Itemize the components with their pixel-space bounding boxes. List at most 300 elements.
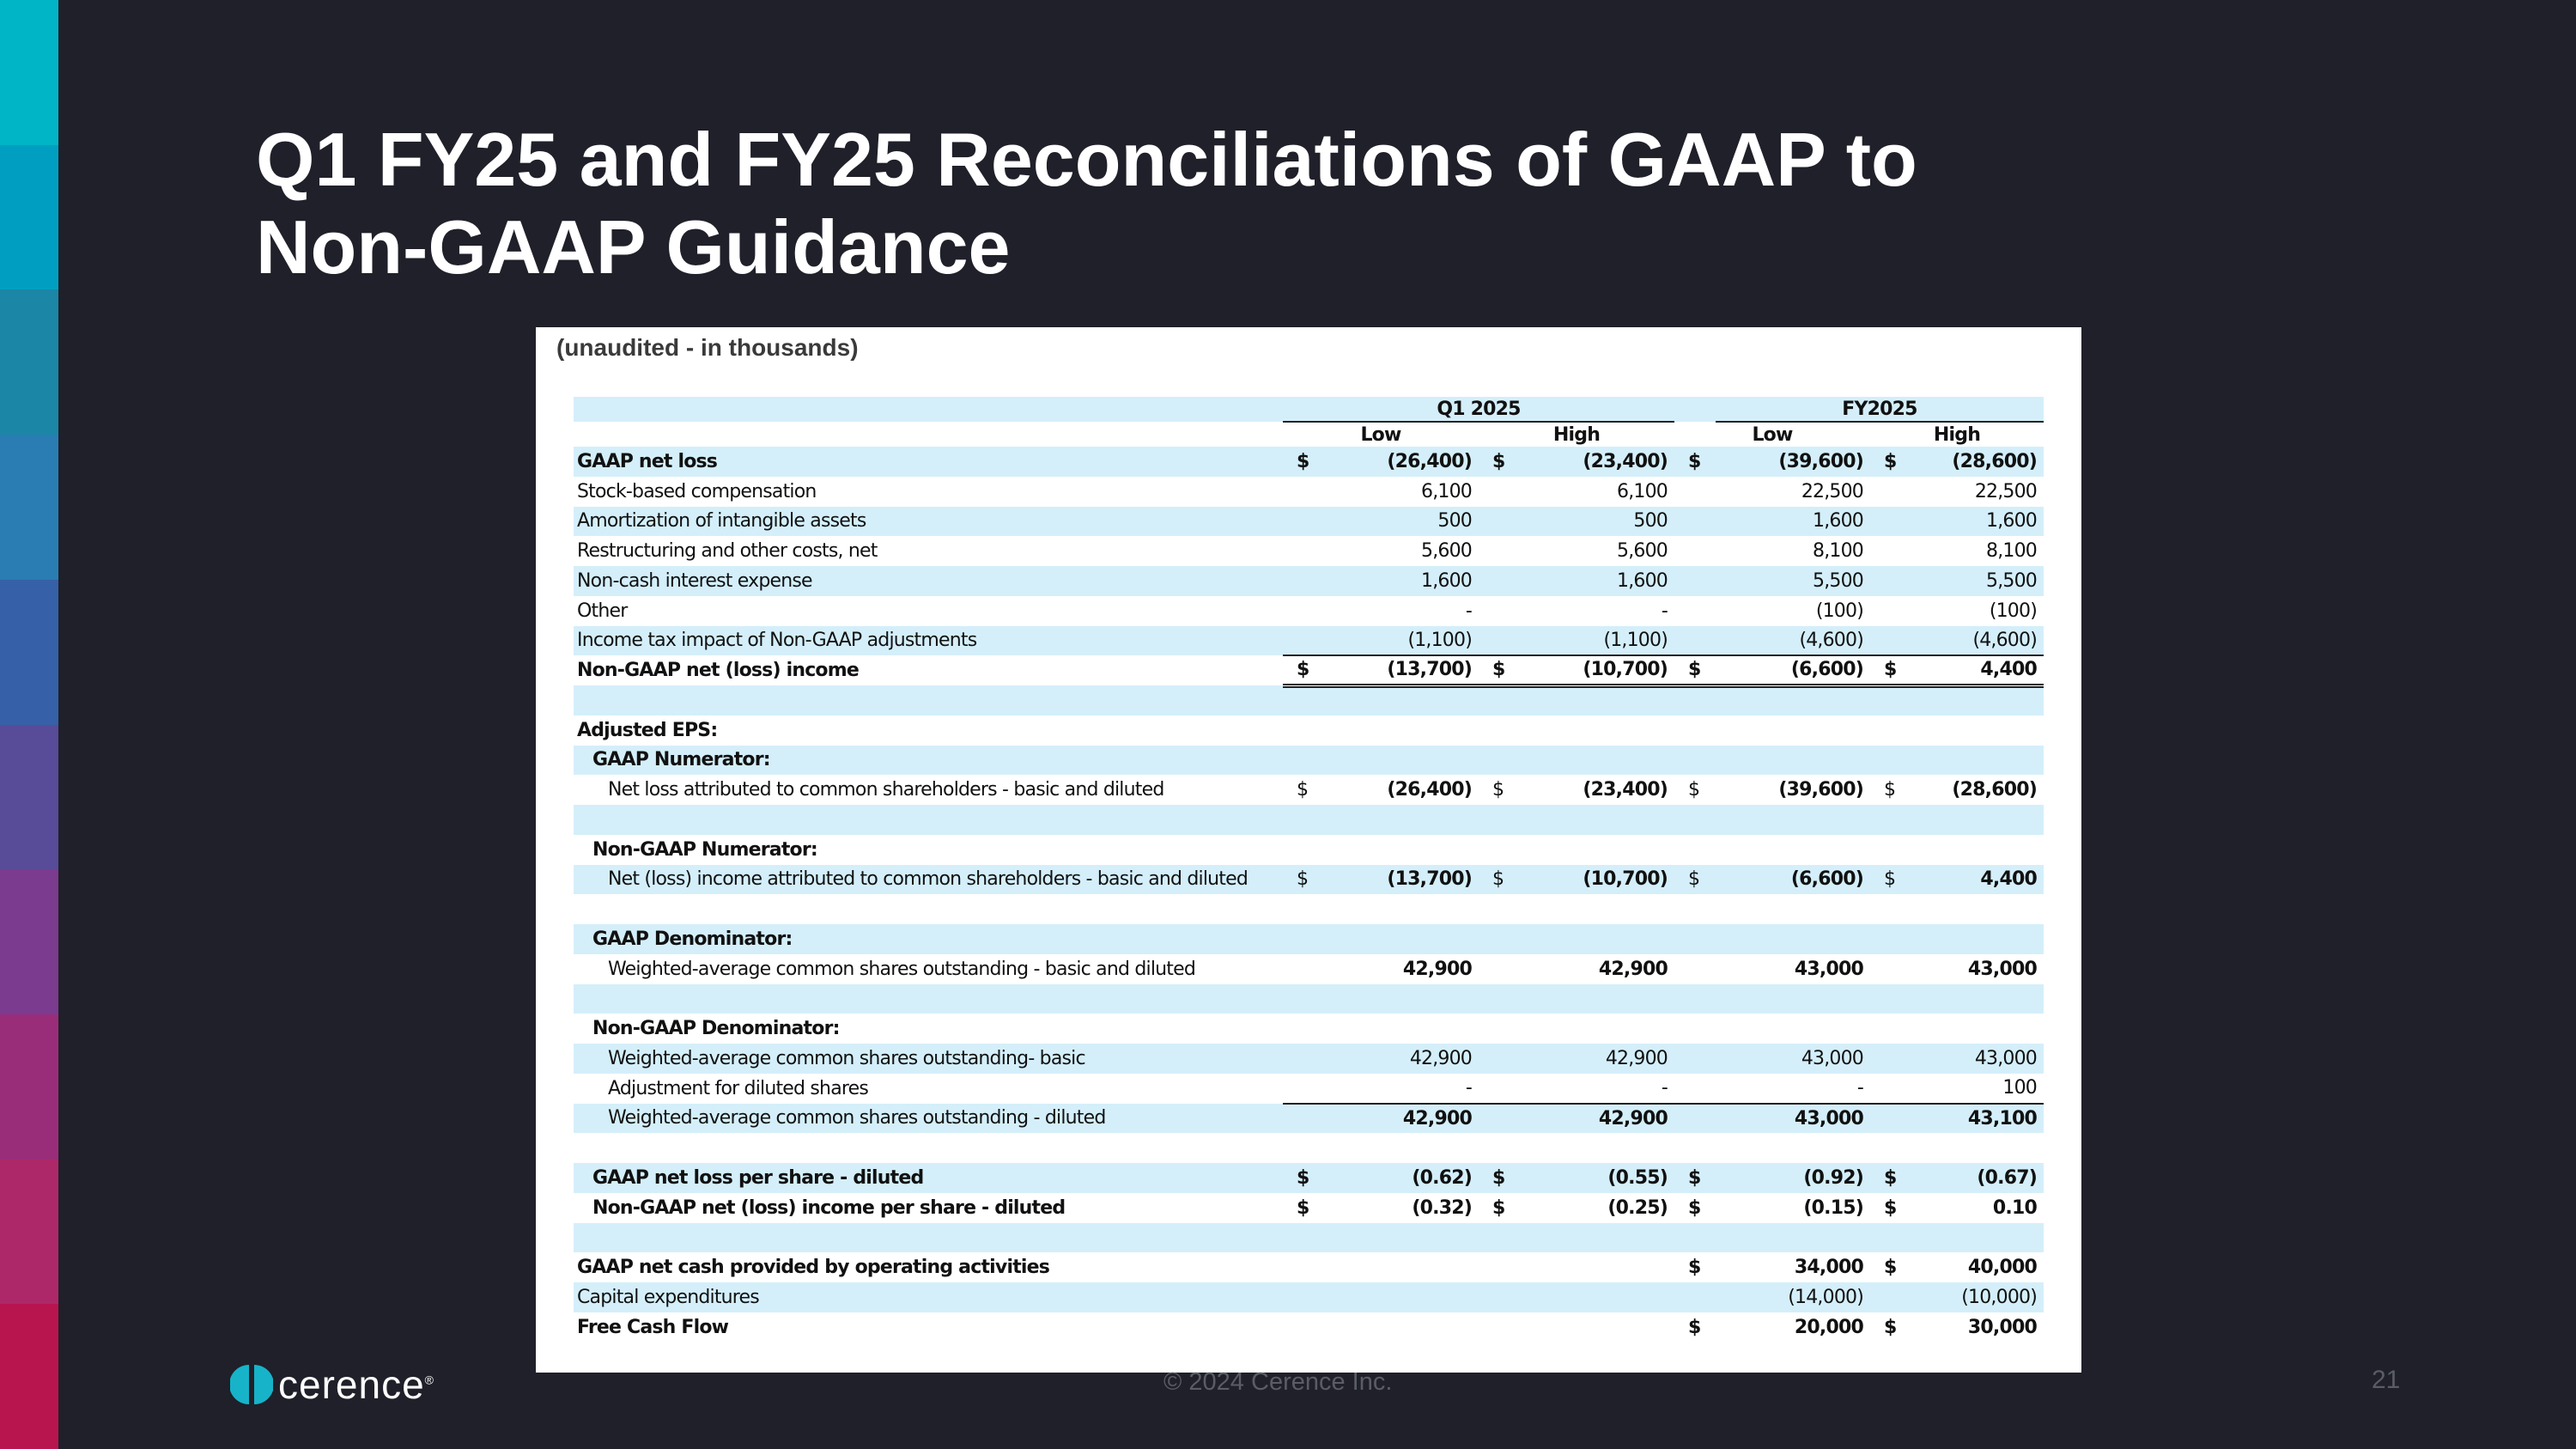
amount-cell: (13,700) [1324,865,1479,895]
row-label [574,1223,1283,1253]
currency-symbol [1674,954,1716,984]
stripe-segment [0,1304,58,1449]
currency-symbol [1283,477,1324,507]
stripe-segment [0,0,58,145]
currency-symbol: $ [1674,1163,1716,1193]
amount-cell [1520,715,1674,746]
amount-cell: - [1716,1074,1870,1104]
currency-symbol: $ [1283,447,1324,477]
amount-cell: 1,600 [1520,566,1674,596]
currency-symbol: $ [1283,655,1324,685]
currency-symbol [1479,626,1520,656]
amount-cell: 6,100 [1421,480,1472,502]
currency-symbol: $ [1688,1196,1701,1219]
column-header: High [1552,423,1601,446]
amount-cell: 8,100 [1986,540,2037,563]
currency-symbol: $ [1492,1196,1505,1219]
table-row [574,566,2044,596]
column-header-row [574,422,2044,447]
currency-symbol [1283,924,1324,954]
amount-cell: 6,100 [1617,480,1668,502]
currency-symbol [1479,536,1520,566]
left-color-stripe [0,0,58,1449]
amount-cell [1324,746,1479,776]
amount-cell [1911,984,2044,1014]
currency-symbol [1283,1312,1324,1342]
amount-cell: 5,600 [1421,540,1472,563]
amount-cell [1520,835,1674,865]
table-row [574,626,2044,656]
currency-symbol [1870,1014,1911,1044]
amount-cell [1520,984,1674,1014]
amount-cell: 40,000 [1967,1257,2037,1279]
amount-cell [1520,1282,1674,1312]
currency-symbol [1479,1223,1520,1253]
amount-cell: 8,100 [1813,540,1863,563]
currency-symbol [1870,924,1911,954]
table-row [574,1282,2044,1312]
amount-cell: (0.55) [1520,1163,1674,1193]
table-row [574,1074,2044,1104]
amount-cell [1716,746,1870,776]
stripe-segment [0,1014,58,1160]
currency-symbol [1283,805,1324,835]
currency-symbol [1479,1104,1520,1134]
currency-symbol: $ [1884,1316,1897,1338]
amount-cell [1520,746,1674,776]
amount-cell: (10,700) [1520,865,1674,895]
slide-title-line-1: Q1 FY25 and FY25 Reconciliations of GAAP to [256,117,1917,202]
reconciliation-panel [536,327,2081,1373]
amount-cell [1911,835,2044,865]
amount-cell: 42,900 [1324,1104,1479,1134]
amount-cell [1911,1133,2044,1163]
currency-symbol [1479,477,1520,507]
currency-symbol [1870,954,1911,984]
table-row [574,507,2044,537]
currency-symbol: $ [1479,447,1520,477]
currency-symbol [1283,1014,1324,1044]
row-label: Income tax impact of Non-GAAP adjustments [574,626,1283,656]
row-label: Non-GAAP Numerator: [592,838,817,861]
amount-cell: - [1324,1074,1479,1104]
row-label: GAAP net loss per share - diluted [574,1163,1283,1193]
amount-cell: (26,400) [1387,779,1472,801]
currency-symbol [1870,596,1911,626]
currency-symbol: $ [1479,655,1520,685]
amount-cell: 100 [1911,1074,2044,1104]
amount-cell [1324,1312,1479,1342]
currency-symbol [1283,954,1324,984]
currency-symbol [1870,894,1911,924]
amount-cell: 43,000 [1967,958,2037,980]
amount-cell [1716,715,1870,746]
currency-symbol [1674,746,1716,776]
amount-cell: - [1661,600,1668,622]
currency-symbol [1283,566,1324,596]
amount-cell: 42,900 [1402,958,1472,980]
table-row [574,1163,2044,1193]
amount-cell: (0.62) [1324,1163,1479,1193]
currency-symbol [1479,596,1520,626]
stripe-segment [0,1160,58,1305]
row-label: Capital expenditures [574,1282,1283,1312]
amount-cell: (23,400) [1520,447,1674,477]
amount-cell [1520,924,1674,954]
currency-symbol [1870,1104,1911,1134]
table-row [574,1133,2044,1163]
amount-cell: (0.32) [1412,1196,1472,1219]
amount-cell [1324,984,1479,1014]
row-label: Stock-based compensation [577,480,817,502]
currency-symbol [1870,507,1911,537]
currency-symbol [1674,566,1716,596]
amount-cell [1324,715,1479,746]
amount-cell [1716,1014,1870,1044]
page-number: 21 [2372,1366,2401,1394]
currency-symbol [1479,1133,1520,1163]
currency-symbol: $ [1884,1257,1897,1279]
stripe-segment [0,289,58,435]
row-label: Restructuring and other costs, net [577,540,878,563]
amount-cell: 30,000 [1967,1316,2037,1338]
table-body [574,447,2044,1342]
amount-cell: 22,500 [1801,480,1863,502]
amount-cell [1520,1223,1674,1253]
currency-symbol [1479,1074,1520,1104]
table-row [574,447,2044,477]
amount-cell: 5,500 [1716,566,1870,596]
currency-symbol [1283,1252,1324,1282]
currency-symbol [1674,536,1716,566]
column-header: Low [1360,423,1401,446]
currency-symbol [1283,596,1324,626]
amount-cell: 43,000 [1716,1104,1870,1134]
amount-cell [1716,1133,1870,1163]
table-row [574,1014,2044,1044]
amount-cell: (14,000) [1716,1282,1870,1312]
stripe-segment [0,435,58,580]
brand-name: cerence® [278,1362,434,1407]
currency-symbol [1674,1014,1716,1044]
currency-symbol [1479,894,1520,924]
amount-cell [1324,894,1479,924]
currency-symbol: $ [1870,1163,1911,1193]
currency-symbol [1479,1044,1520,1074]
amount-cell: (0.15) [1803,1196,1863,1219]
amount-cell [1520,805,1674,835]
amount-cell: 4,400 [1911,655,2044,685]
currency-symbol [1674,596,1716,626]
row-label [574,894,1283,924]
currency-symbol [1870,1133,1911,1163]
row-label [574,984,1283,1014]
currency-symbol [1674,626,1716,656]
table-row [574,835,2044,865]
row-label: Net loss attributed to common shareholders - basic and diluted [608,779,1164,801]
currency-symbol [1870,1282,1911,1312]
amount-cell: (28,600) [1911,447,2044,477]
currency-symbol [1283,536,1324,566]
amount-cell: (39,600) [1716,447,1870,477]
amount-cell [1911,894,2044,924]
row-label: Non-GAAP net (loss) income per share - diluted [592,1196,1066,1219]
currency-symbol: $ [1688,779,1700,801]
currency-symbol [1283,894,1324,924]
row-label: Other [577,600,628,622]
amount-cell [1324,1282,1479,1312]
table-row [574,775,2044,805]
currency-symbol [1283,685,1324,715]
currency-symbol [1283,746,1324,776]
row-label: Adjustment for diluted shares [608,1077,869,1099]
table-row [574,1223,2044,1253]
table-row [574,1252,2044,1282]
amount-cell [1716,894,1870,924]
amount-cell [1324,835,1479,865]
row-label [574,1133,1283,1163]
currency-symbol [1870,1044,1911,1074]
amount-cell [1324,685,1479,715]
amount-cell [1911,805,2044,835]
row-label: Adjusted EPS: [577,719,718,741]
currency-symbol [1674,715,1716,746]
amount-cell: (13,700) [1324,655,1479,685]
currency-symbol [1870,715,1911,746]
row-label: Non-GAAP net (loss) income [577,660,859,682]
currency-symbol: $ [1479,865,1520,895]
currency-symbol [1870,1223,1911,1253]
amount-cell: (10,000) [1911,1282,2044,1312]
row-label: Amortization of intangible assets [574,507,1283,537]
period-header-row [574,397,2044,422]
table-row [574,865,2044,895]
row-label [574,805,1283,835]
currency-symbol: $ [1674,865,1716,895]
amount-cell [1324,1133,1479,1163]
table-row [574,954,2044,984]
amount-cell: 0.10 [1992,1196,2037,1219]
table-row [574,477,2044,507]
currency-symbol [1674,805,1716,835]
amount-cell: 1,600 [1716,507,1870,537]
amount-cell: (0.67) [1911,1163,2044,1193]
period-header: FY2025 [1716,397,2044,422]
row-label: GAAP Numerator: [574,746,1283,776]
table-row [574,536,2044,566]
row-label [574,685,1283,715]
currency-symbol: $ [1283,865,1324,895]
row-label: GAAP net cash provided by operating activities [577,1257,1050,1279]
slide-title-line-2: Non-GAAP Guidance [256,204,1011,289]
amount-cell [1324,924,1479,954]
amount-cell [1911,1014,2044,1044]
amount-cell: 4,400 [1911,865,2044,895]
amount-cell: 5,500 [1911,566,2044,596]
currency-symbol [1674,477,1716,507]
row-label: Net (loss) income attributed to common shareholders - basic and diluted [574,865,1283,895]
amount-cell [1911,1223,2044,1253]
cerence-logo [230,1361,434,1408]
currency-symbol [1870,805,1911,835]
amount-cell [1520,1133,1674,1163]
stripe-segment [0,580,58,725]
currency-symbol [1283,1133,1324,1163]
currency-symbol [1870,835,1911,865]
amount-cell: 20,000 [1794,1316,1863,1338]
row-label: GAAP Denominator: [574,924,1283,954]
currency-symbol [1674,1133,1716,1163]
table-row [574,805,2044,835]
table-row [574,685,2044,715]
currency-symbol: $ [1870,655,1911,685]
amount-cell: 500 [1520,507,1674,537]
amount-cell: (0.92) [1716,1163,1870,1193]
currency-symbol: $ [1884,779,1896,801]
amount-cell: 42,900 [1598,958,1668,980]
table-row [574,984,2044,1014]
amount-cell: (28,600) [1952,779,2037,801]
amount-cell [1520,1014,1674,1044]
currency-symbol [1479,746,1520,776]
amount-cell: (26,400) [1324,447,1479,477]
currency-symbol [1283,1074,1324,1104]
amount-cell [1324,1223,1479,1253]
currency-symbol [1674,1044,1716,1074]
table-row [574,894,2044,924]
amount-cell: (1,100) [1520,626,1674,656]
stripe-segment [0,869,58,1014]
amount-cell [1716,1223,1870,1253]
currency-symbol [1283,626,1324,656]
amount-cell: (10,700) [1520,655,1674,685]
currency-symbol: $ [1479,1163,1520,1193]
currency-symbol [1674,1223,1716,1253]
amount-cell: 42,900 [1520,1104,1674,1134]
amount-cell: (39,600) [1778,779,1863,801]
amount-cell [1324,1014,1479,1044]
amount-cell: 1,600 [1911,507,2044,537]
currency-symbol: $ [1492,779,1504,801]
amount-cell [1520,894,1674,924]
amount-cell: (100) [1815,600,1863,622]
currency-symbol [1283,1044,1324,1074]
amount-cell: 500 [1324,507,1479,537]
currency-symbol [1870,1074,1911,1104]
currency-symbol [1479,1312,1520,1342]
currency-symbol [1870,984,1911,1014]
row-label: Weighted-average common shares outstanding- basic [574,1044,1283,1074]
currency-symbol [1479,1014,1520,1044]
currency-symbol: $ [1688,1257,1701,1279]
currency-symbol [1674,1104,1716,1134]
currency-symbol [1674,894,1716,924]
amount-cell: 34,000 [1794,1257,1863,1279]
currency-symbol [1870,746,1911,776]
currency-symbol [1479,566,1520,596]
amount-cell [1520,685,1674,715]
currency-symbol [1870,685,1911,715]
amount-cell: 1,600 [1324,566,1479,596]
row-label: Weighted-average common shares outstanding - diluted [574,1104,1283,1134]
currency-symbol: $ [1283,1163,1324,1193]
currency-symbol: $ [1870,447,1911,477]
currency-symbol [1674,685,1716,715]
amount-cell: 22,500 [1974,480,2037,502]
currency-symbol: $ [1884,1196,1897,1219]
column-header: Low [1752,423,1793,446]
amount-cell: (1,100) [1324,626,1479,656]
currency-symbol [1479,1282,1520,1312]
currency-symbol [1283,507,1324,537]
table-row [574,1104,2044,1134]
currency-symbol: $ [1674,655,1716,685]
amount-cell: 43,000 [1911,1044,2044,1074]
currency-symbol [1283,835,1324,865]
amount-cell: 43,000 [1716,1044,1870,1074]
currency-symbol [1674,1074,1716,1104]
reconciliation-table [574,397,2044,1342]
currency-symbol [1283,1223,1324,1253]
amount-cell: (6,600) [1716,865,1870,895]
amount-cell [1324,1252,1479,1282]
table-row [574,596,2044,626]
table-row [574,655,2044,685]
currency-symbol: $ [1297,1196,1309,1219]
amount-cell: (100) [1989,600,2037,622]
currency-symbol [1479,685,1520,715]
currency-symbol [1674,835,1716,865]
amount-cell [1911,685,2044,715]
stripe-segment [0,725,58,870]
currency-symbol: $ [1870,865,1911,895]
currency-symbol [1283,984,1324,1014]
currency-symbol [1479,984,1520,1014]
slide-title [256,116,2317,291]
amount-cell: (23,400) [1583,779,1668,801]
currency-symbol [1479,715,1520,746]
amount-cell [1520,1252,1674,1282]
amount-cell [1324,805,1479,835]
amount-cell: 43,100 [1911,1104,2044,1134]
currency-symbol [1479,507,1520,537]
amount-cell: 42,900 [1520,1044,1674,1074]
currency-symbol [1674,924,1716,954]
period-header: Q1 2025 [1283,397,1674,422]
amount-cell [1716,805,1870,835]
amount-cell [1716,984,1870,1014]
currency-symbol [1283,715,1324,746]
currency-symbol [1870,626,1911,656]
currency-symbol [1870,566,1911,596]
currency-symbol [1479,924,1520,954]
amount-cell [1520,1312,1674,1342]
column-header: High [1933,423,1981,446]
cerence-logo-icon [230,1363,273,1406]
currency-symbol [1870,536,1911,566]
table-row [574,715,2044,746]
amount-cell: (6,600) [1716,655,1870,685]
amount-cell: - [1520,1074,1674,1104]
amount-cell: 42,900 [1324,1044,1479,1074]
amount-cell: (0.25) [1607,1196,1668,1219]
currency-symbol [1870,477,1911,507]
row-label: GAAP net loss [574,447,1283,477]
table-row [574,1193,2044,1223]
amount-cell: (4,600) [1911,626,2044,656]
currency-symbol [1479,954,1520,984]
amount-cell: 43,000 [1794,958,1863,980]
